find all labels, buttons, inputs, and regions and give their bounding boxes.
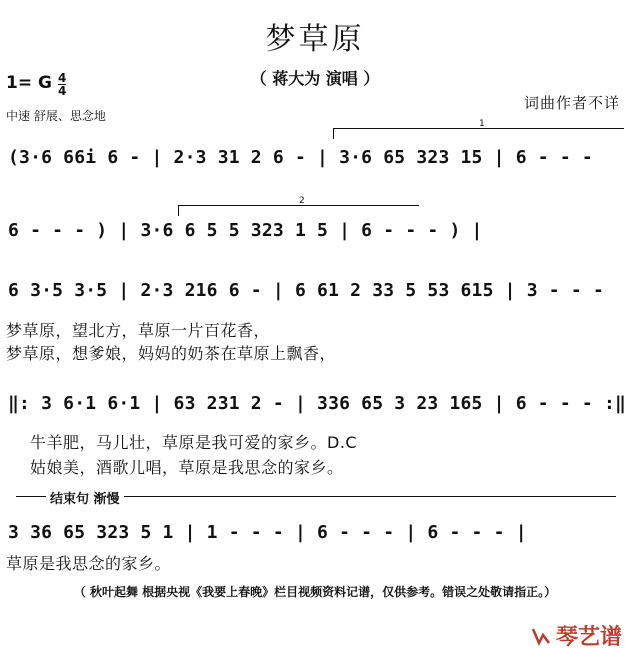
first-ending-bracket — [333, 119, 624, 139]
notation-system-2: 6 - - - ) | 3·6 6 5 5 323 1 5 | 6 - - - ) | — [8, 220, 483, 241]
meter-bottom: 4 — [58, 84, 67, 98]
second-ending-number: 2 — [299, 196, 305, 206]
lyric-line-4: 姑娘美，酒歌儿唱，草原是我思念的家乡。 — [30, 458, 344, 477]
lyric-line-5: 草原是我思念的家乡。 — [6, 554, 172, 573]
ending-phrase-bracket — [16, 492, 616, 509]
meter-top: 4 — [58, 71, 67, 85]
first-ending-number: 1 — [479, 119, 485, 129]
lyric-line-2: 梦草原，想爹娘，妈妈的奶茶在草原上飘香， — [6, 344, 337, 363]
second-ending-bracket — [178, 196, 419, 216]
notation-system-5: 3 36 65 323 5 1 | 1 - - - | 6 - - - | 6 - - - | — [8, 522, 527, 543]
brand-logo — [530, 620, 622, 651]
performer-subtitle: （ 蒋大为 演唱 ） — [250, 69, 380, 88]
composer-credit: 词曲作者不详 — [523, 94, 620, 112]
notation-system-4: ‖: 3 6·1 6·1 | 63 231 2 - | 336 65 3 23 165 | 6 - - - :‖ — [8, 393, 627, 414]
notation-system-3: 6 3·5 3·5 | 2·3 216 6 - | 6 61 2 33 5 53 615 | 3 - - - — [8, 280, 604, 301]
ending-phrase-label: 结束句 渐慢 — [46, 488, 124, 507]
tempo-marking: 中速 舒展、思念地 — [6, 109, 106, 123]
transcription-footnote: （ 秋叶起舞 根据央视《我要上春晚》栏目视频资料记谱，仅供参考。错误之处敬请指正。） — [73, 585, 557, 599]
song-title: 梦草原 — [265, 22, 365, 57]
brand-name: 琴艺谱 — [555, 625, 622, 650]
key-signature: 1= G — [6, 73, 52, 93]
time-signature — [58, 72, 66, 97]
lyric-line-3: 牛羊肥，马儿壮，草原是我可爱的家乡。D.C — [30, 433, 358, 452]
notation-system-1: (3·6 66i 6 - | 2·3 31 2 6 - | 3·6 65 323 15 | 6 - - - — [8, 147, 593, 168]
brand-logo-icon — [530, 625, 552, 647]
lyric-line-1: 梦草原，望北方，草原一片百花香， — [6, 321, 271, 340]
